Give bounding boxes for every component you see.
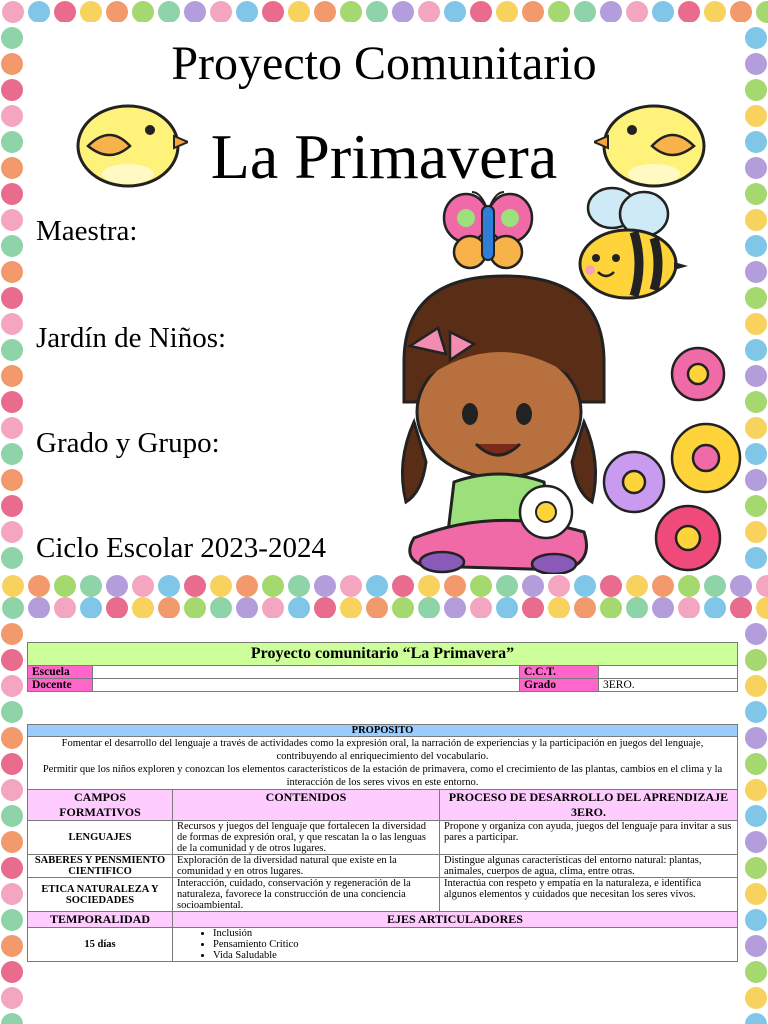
border-dot bbox=[210, 597, 232, 619]
border-dot bbox=[288, 1, 310, 23]
border-dot bbox=[158, 1, 180, 23]
border-dot bbox=[1, 339, 23, 361]
border-dot bbox=[1, 779, 23, 801]
border-dot bbox=[418, 575, 440, 597]
border-dot bbox=[80, 575, 102, 597]
planning-sheet bbox=[24, 618, 744, 1024]
list-item: • Vida Saludable bbox=[213, 950, 733, 961]
border-dot bbox=[1, 909, 23, 931]
border-dot bbox=[314, 597, 336, 619]
border-dot bbox=[1, 727, 23, 749]
col-header-contenidos: CONTENIDOS bbox=[173, 790, 440, 821]
border-dot bbox=[28, 575, 50, 597]
cct-value[interactable] bbox=[599, 666, 738, 679]
border-dot bbox=[745, 857, 767, 879]
border-dot bbox=[730, 597, 752, 619]
border-dot bbox=[652, 1, 674, 23]
border-dot bbox=[496, 1, 518, 23]
border-dot bbox=[158, 597, 180, 619]
border-dot bbox=[1, 235, 23, 257]
border-dot bbox=[745, 27, 767, 49]
temporalidad-header: TEMPORALIDAD bbox=[28, 912, 173, 928]
border-dot bbox=[54, 1, 76, 23]
border-dot bbox=[392, 575, 414, 597]
border-dot bbox=[1, 469, 23, 491]
border-dot bbox=[756, 597, 768, 619]
proceso-cell: Distingue algunas características del entorno natural: plantas, animales, cuerpos de agua, clima, entre otras. bbox=[440, 855, 738, 878]
border-dot bbox=[1, 675, 23, 697]
border-dot bbox=[1, 649, 23, 671]
border-dot bbox=[1, 391, 23, 413]
border-dot bbox=[132, 575, 154, 597]
ejes-header: EJES ARTICULADORES bbox=[173, 912, 738, 928]
border-dot bbox=[184, 597, 206, 619]
border-dot bbox=[106, 575, 128, 597]
border-dot bbox=[1, 105, 23, 127]
border-dot bbox=[366, 597, 388, 619]
table-row bbox=[28, 821, 738, 855]
ejes-list bbox=[177, 928, 733, 961]
border-dot bbox=[652, 597, 674, 619]
cover-subtitle: La Primavera bbox=[210, 121, 558, 192]
border-dot bbox=[1, 313, 23, 335]
escuela-label: Escuela bbox=[28, 666, 93, 679]
border-dot bbox=[600, 597, 622, 619]
border-dot bbox=[745, 391, 767, 413]
border-dot bbox=[1, 209, 23, 231]
project-header-table bbox=[27, 642, 738, 692]
border-dot bbox=[745, 157, 767, 179]
border-dot bbox=[496, 597, 518, 619]
border-dot bbox=[745, 701, 767, 723]
border-dot bbox=[745, 469, 767, 491]
border-dot bbox=[444, 575, 466, 597]
flower-icon bbox=[590, 332, 744, 572]
border-dot bbox=[745, 547, 767, 569]
border-dot bbox=[522, 597, 544, 619]
border-dot bbox=[1, 935, 23, 957]
border-dot bbox=[184, 1, 206, 23]
border-dot bbox=[745, 961, 767, 983]
grado-label: Grado bbox=[520, 679, 599, 692]
border-dot bbox=[418, 597, 440, 619]
table-row bbox=[28, 855, 738, 878]
border-dot bbox=[444, 597, 466, 619]
border-dot bbox=[745, 623, 767, 645]
border-dot bbox=[745, 883, 767, 905]
border-dot bbox=[1, 261, 23, 283]
docente-value[interactable] bbox=[93, 679, 520, 692]
border-dot bbox=[626, 575, 648, 597]
border-dot bbox=[745, 935, 767, 957]
border-dot bbox=[262, 575, 284, 597]
border-dot bbox=[236, 597, 258, 619]
border-dot bbox=[678, 575, 700, 597]
border-dot bbox=[730, 1, 752, 23]
border-dot bbox=[745, 649, 767, 671]
border-dot bbox=[548, 575, 570, 597]
girl-illustration bbox=[384, 272, 614, 574]
border-dot bbox=[522, 575, 544, 597]
border-dot bbox=[522, 1, 544, 23]
border-dot bbox=[262, 1, 284, 23]
border-dot bbox=[745, 365, 767, 387]
border-dot bbox=[745, 209, 767, 231]
proceso-cell: Interactúa con respeto y empatía en la naturaleza, e identifica algunos elementos y cuidados que necesitan los seres vivos. bbox=[440, 878, 738, 912]
border-dot bbox=[600, 1, 622, 23]
border-dot bbox=[1, 883, 23, 905]
border-dot bbox=[704, 575, 726, 597]
border-dot bbox=[340, 575, 362, 597]
field-jardin: Jardín de Niños: bbox=[36, 322, 227, 354]
border-dot bbox=[106, 597, 128, 619]
border-dot bbox=[574, 597, 596, 619]
border-dot bbox=[496, 575, 518, 597]
border-dot bbox=[340, 1, 362, 23]
list-item: • Inclusión bbox=[213, 928, 733, 939]
border-dot bbox=[210, 1, 232, 23]
border-dot bbox=[704, 1, 726, 23]
border-dot bbox=[28, 597, 50, 619]
border-dot bbox=[210, 575, 232, 597]
border-dot bbox=[288, 597, 310, 619]
border-dot bbox=[745, 313, 767, 335]
border-dot bbox=[745, 805, 767, 827]
proposito-header: PROPOSITO bbox=[28, 725, 738, 737]
border-dot bbox=[340, 597, 362, 619]
cover-title: Proyecto Comunitario bbox=[171, 37, 597, 90]
border-dot bbox=[80, 1, 102, 23]
border-dot bbox=[236, 1, 258, 23]
border-dot bbox=[366, 575, 388, 597]
border-dot bbox=[704, 597, 726, 619]
list-item: • Pensamiento Crítico bbox=[213, 939, 733, 950]
border-dot bbox=[1, 443, 23, 465]
plan-table bbox=[27, 724, 738, 962]
border-dot bbox=[1, 53, 23, 75]
border-dot bbox=[745, 261, 767, 283]
border-dot bbox=[184, 575, 206, 597]
field-maestra: Maestra: bbox=[36, 215, 138, 247]
border-dot bbox=[745, 675, 767, 697]
border-dot bbox=[2, 575, 24, 597]
border-dot bbox=[314, 575, 336, 597]
border-dot bbox=[80, 597, 102, 619]
campo-cell: ETICA NATURALEZA Y SOCIEDADES bbox=[28, 878, 173, 912]
border-dot bbox=[54, 597, 76, 619]
border-dot bbox=[548, 597, 570, 619]
border-dot bbox=[1, 753, 23, 775]
border-dot bbox=[1, 365, 23, 387]
border-dot bbox=[745, 105, 767, 127]
border-dot bbox=[600, 575, 622, 597]
proposito-text-2: Permitir que los niños exploren y conozcan los elementos característicos de la estación de primavera, como el crecimiento de las plantas, cambios en el clima y la interacción de los seres vivos en este entorno. bbox=[42, 764, 723, 788]
border-dot bbox=[1, 495, 23, 517]
docente-label: Docente bbox=[28, 679, 93, 692]
cct-label: C.C.T. bbox=[520, 666, 599, 679]
campo-cell: LENGUAJES bbox=[28, 821, 173, 855]
field-ciclo-escolar: Ciclo Escolar 2023-2024 bbox=[36, 532, 326, 564]
project-title: Proyecto comunitario “La Primavera” bbox=[28, 643, 738, 666]
border-dot bbox=[745, 235, 767, 257]
border-dot bbox=[678, 1, 700, 23]
border-dot bbox=[745, 131, 767, 153]
border-dot bbox=[132, 1, 154, 23]
border-dot bbox=[745, 779, 767, 801]
border-dot bbox=[745, 1013, 767, 1024]
border-dot bbox=[626, 1, 648, 23]
border-dot bbox=[626, 597, 648, 619]
border-dot bbox=[745, 909, 767, 931]
border-dot bbox=[1, 961, 23, 983]
border-dot bbox=[745, 521, 767, 543]
border-dot bbox=[1, 831, 23, 853]
border-dot bbox=[678, 597, 700, 619]
border-dot bbox=[1, 157, 23, 179]
chick-icon bbox=[594, 96, 714, 188]
border-dot bbox=[756, 1, 768, 23]
border-dot bbox=[1, 27, 23, 49]
border-dot bbox=[1, 1013, 23, 1024]
border-dot bbox=[132, 597, 154, 619]
table-row bbox=[28, 878, 738, 912]
border-dot bbox=[1, 131, 23, 153]
border-dot bbox=[444, 1, 466, 23]
border-dot bbox=[392, 1, 414, 23]
col-header-proceso: PROCESO DE DESARROLLO DEL APRENDIZAJE 3ERO. bbox=[440, 790, 738, 821]
border-dot bbox=[1, 79, 23, 101]
border-dot bbox=[756, 575, 768, 597]
border-dot bbox=[574, 1, 596, 23]
border-dot bbox=[314, 1, 336, 23]
border-dot bbox=[28, 1, 50, 23]
border-dot bbox=[745, 753, 767, 775]
border-dot bbox=[745, 183, 767, 205]
border-dot bbox=[54, 575, 76, 597]
border-dot bbox=[1, 547, 23, 569]
border-dot bbox=[1, 183, 23, 205]
border-dot bbox=[236, 575, 258, 597]
border-dot bbox=[1, 805, 23, 827]
border-dot bbox=[288, 575, 310, 597]
border-dot bbox=[574, 575, 596, 597]
border-dot bbox=[745, 727, 767, 749]
border-dot bbox=[745, 79, 767, 101]
border-dot bbox=[1, 287, 23, 309]
temporalidad-value: 15 días bbox=[28, 928, 173, 962]
border-dot bbox=[548, 1, 570, 23]
border-dot bbox=[1, 623, 23, 645]
butterfly-icon bbox=[440, 188, 536, 276]
proceso-cell: Propone y organiza con ayuda, juegos del lenguaje para invitar a sus pares a participar. bbox=[440, 821, 738, 855]
border-dot bbox=[106, 1, 128, 23]
escuela-value[interactable] bbox=[93, 666, 520, 679]
border-dot bbox=[392, 597, 414, 619]
chick-icon bbox=[68, 96, 188, 188]
border-dot bbox=[470, 575, 492, 597]
field-grado-grupo: Grado y Grupo: bbox=[36, 427, 220, 459]
col-header-campos: CAMPOS FORMATIVOS bbox=[28, 790, 173, 821]
border-dot bbox=[2, 597, 24, 619]
border-dot bbox=[745, 831, 767, 853]
grado-value[interactable]: 3ERO. bbox=[599, 679, 738, 692]
border-dot bbox=[745, 53, 767, 75]
campo-cell: SABERES Y PENSMIENTO CIENTIFICO bbox=[28, 855, 173, 878]
contenido-cell: Interacción, cuidado, conservación y regeneración de la naturaleza, favorece la construcción de una conciencia socioambiental. bbox=[173, 878, 440, 912]
border-dot bbox=[745, 495, 767, 517]
proposito-text-1: Fomentar el desarrollo del lenguaje a través de actividades como la expresión oral, la narración de experiencias y la participación en juegos del lenguaje, contribuyendo al enriquecimiento del vocabulario. bbox=[61, 738, 704, 762]
border-dot bbox=[745, 443, 767, 465]
contenido-cell: Exploración de la diversidad natural que existe en la comunidad y en otros lugares. bbox=[173, 855, 440, 878]
border-dot bbox=[745, 339, 767, 361]
border-dot bbox=[1, 987, 23, 1009]
border-dot bbox=[1, 417, 23, 439]
border-dot bbox=[745, 987, 767, 1009]
border-dot bbox=[1, 857, 23, 879]
border-dot bbox=[418, 1, 440, 23]
border-dot bbox=[745, 287, 767, 309]
border-dot bbox=[730, 575, 752, 597]
border-dot bbox=[1, 701, 23, 723]
border-dot bbox=[470, 597, 492, 619]
border-dot bbox=[470, 1, 492, 23]
border-dot bbox=[652, 575, 674, 597]
cover-page bbox=[24, 22, 744, 574]
border-dot bbox=[1, 521, 23, 543]
border-dot bbox=[2, 1, 24, 23]
border-dot bbox=[158, 575, 180, 597]
border-dot bbox=[366, 1, 388, 23]
contenido-cell: Recursos y juegos del lenguaje que fortalecen la diversidad de formas de expresión oral, y que rescatan la o las lenguas de la comunidad y de otros lugares. bbox=[173, 821, 440, 855]
border-dot bbox=[745, 417, 767, 439]
border-dot bbox=[262, 597, 284, 619]
